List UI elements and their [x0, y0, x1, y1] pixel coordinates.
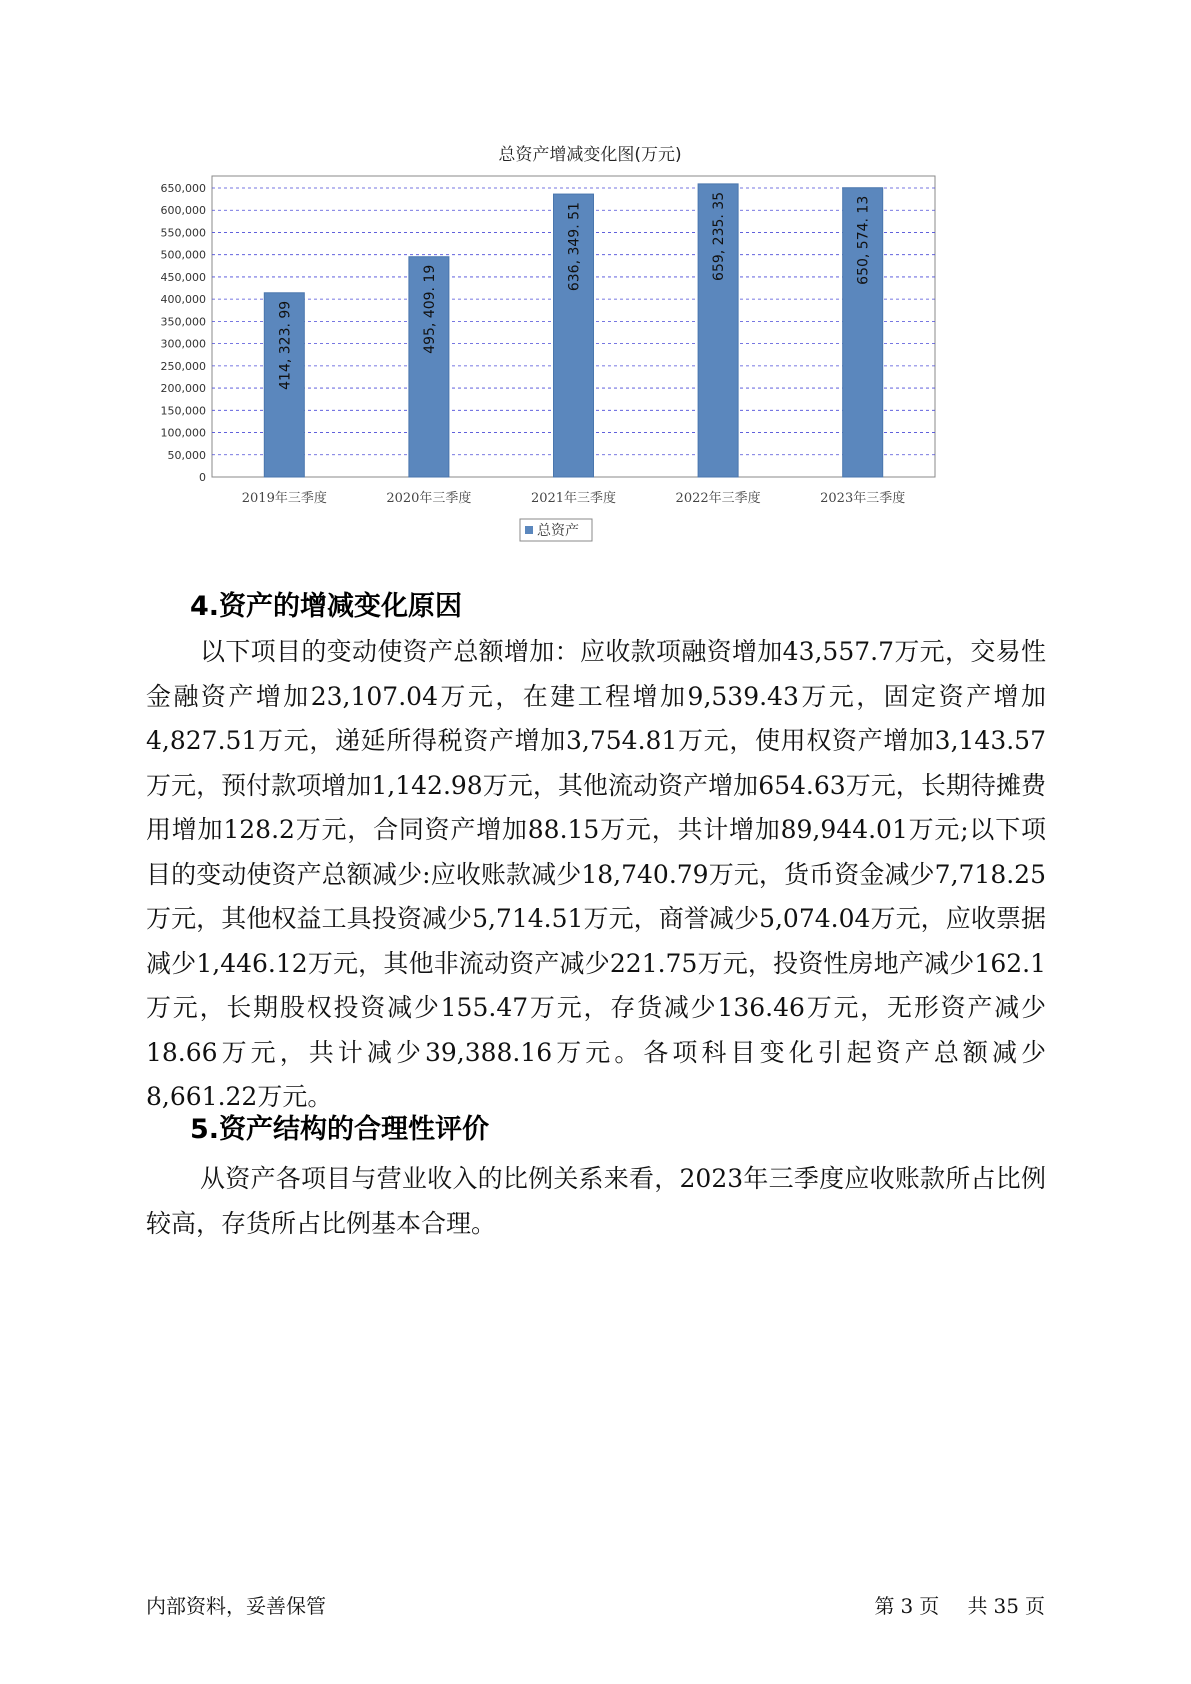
y-tick-label: 250,000 — [160, 359, 206, 373]
bar-data-label: 659, 235. 35 — [711, 191, 728, 281]
footer-confidential-note: 内部资料，妥善保管 — [146, 1594, 326, 1618]
total-pages: 35 — [993, 1594, 1019, 1618]
total-prefix: 共 — [967, 1594, 988, 1618]
y-tick-label: 650,000 — [160, 182, 206, 195]
x-tick-label: 2021年三季度 — [530, 491, 617, 506]
y-tick-label: 200,000 — [160, 382, 206, 396]
total-unit: 页 — [1025, 1594, 1045, 1618]
y-tick-label: 600,000 — [160, 204, 206, 218]
y-tick-label: 450,000 — [160, 270, 206, 284]
page-unit: 页 — [919, 1594, 940, 1618]
legend-swatch — [525, 526, 533, 534]
section-5-paragraph: 从资产各项目与营业收入的比例关系来看，2023年三季度应收账款所占比例较高，存货所占比例基本合理。 — [146, 1164, 1046, 1238]
y-tick-label: 500,000 — [160, 248, 206, 262]
y-tick-label: 150,000 — [160, 404, 206, 418]
bar-data-label: 636, 349. 51 — [566, 202, 583, 292]
section-4-heading: 4.资产的增减变化原因 — [190, 591, 463, 622]
x-tick-label: 2022年三季度 — [675, 491, 761, 506]
page-prefix: 第 — [874, 1594, 895, 1618]
y-tick-label: 400,000 — [160, 293, 206, 307]
y-tick-label: 550,000 — [160, 226, 206, 240]
y-tick-label: 300,000 — [160, 337, 206, 351]
y-tick-label: 350,000 — [160, 315, 206, 329]
legend-label: 总资产 — [537, 523, 579, 539]
x-tick-label: 2020年三季度 — [386, 491, 472, 506]
section-4-paragraph: 以下项目的变动使资产总额增加：应收款项融资增加43,557.7万元，交易性金融资产增加23,107.04万元，在建工程增加9,539.43万元，固定资产增加4,827.51万元，递延所得税资产增加3,754.81万元，使用权资产增加3,143.57万元，预付款项增加1,142.98万元，其他流动资产增加654.63万元，长期待摊费用增加128.2万元，合同资产增加88.15万元，共计增加89,944.01万元;以下项目的变动使资产总额减少:应收账款减少18,740.79万元，货币资金减少7,718.25万元，其他权益工具投资减少5,714.51万元，商誉减少5,074.04万元，应收票据减少1,446.12万元，其他非流动资产减少221.75万元，投资性房地产减少162.1万元，长期股权投资减少155.47万元，存货减少136.46万元，无形资产减少18.66万元，共计减少39,388.16万元。各项科目变化引起资产总额减少8,661.22万元。 — [146, 637, 1046, 1111]
bar-data-label: 650, 574. 13 — [855, 195, 872, 285]
x-tick-label: 2019年三季度 — [241, 491, 327, 506]
y-tick-label: 0 — [199, 471, 206, 484]
chart-title: 总资产增减变化图(万元) — [498, 145, 682, 165]
footer-page-info — [868, 1590, 1045, 1619]
section-5-heading: 5.资产结构的合理性评价 — [190, 1114, 490, 1145]
bar-data-label: 495, 409. 19 — [421, 264, 438, 354]
chart-canvas — [150, 140, 1030, 600]
x-tick-label: 2023年三季度 — [820, 491, 906, 506]
y-tick-label: 100,000 — [160, 426, 206, 440]
y-tick-label: 50,000 — [167, 448, 206, 462]
bar-data-label: 414, 323. 99 — [277, 300, 294, 390]
total-assets-chart — [150, 140, 1030, 600]
page-number: 3 — [900, 1594, 914, 1618]
